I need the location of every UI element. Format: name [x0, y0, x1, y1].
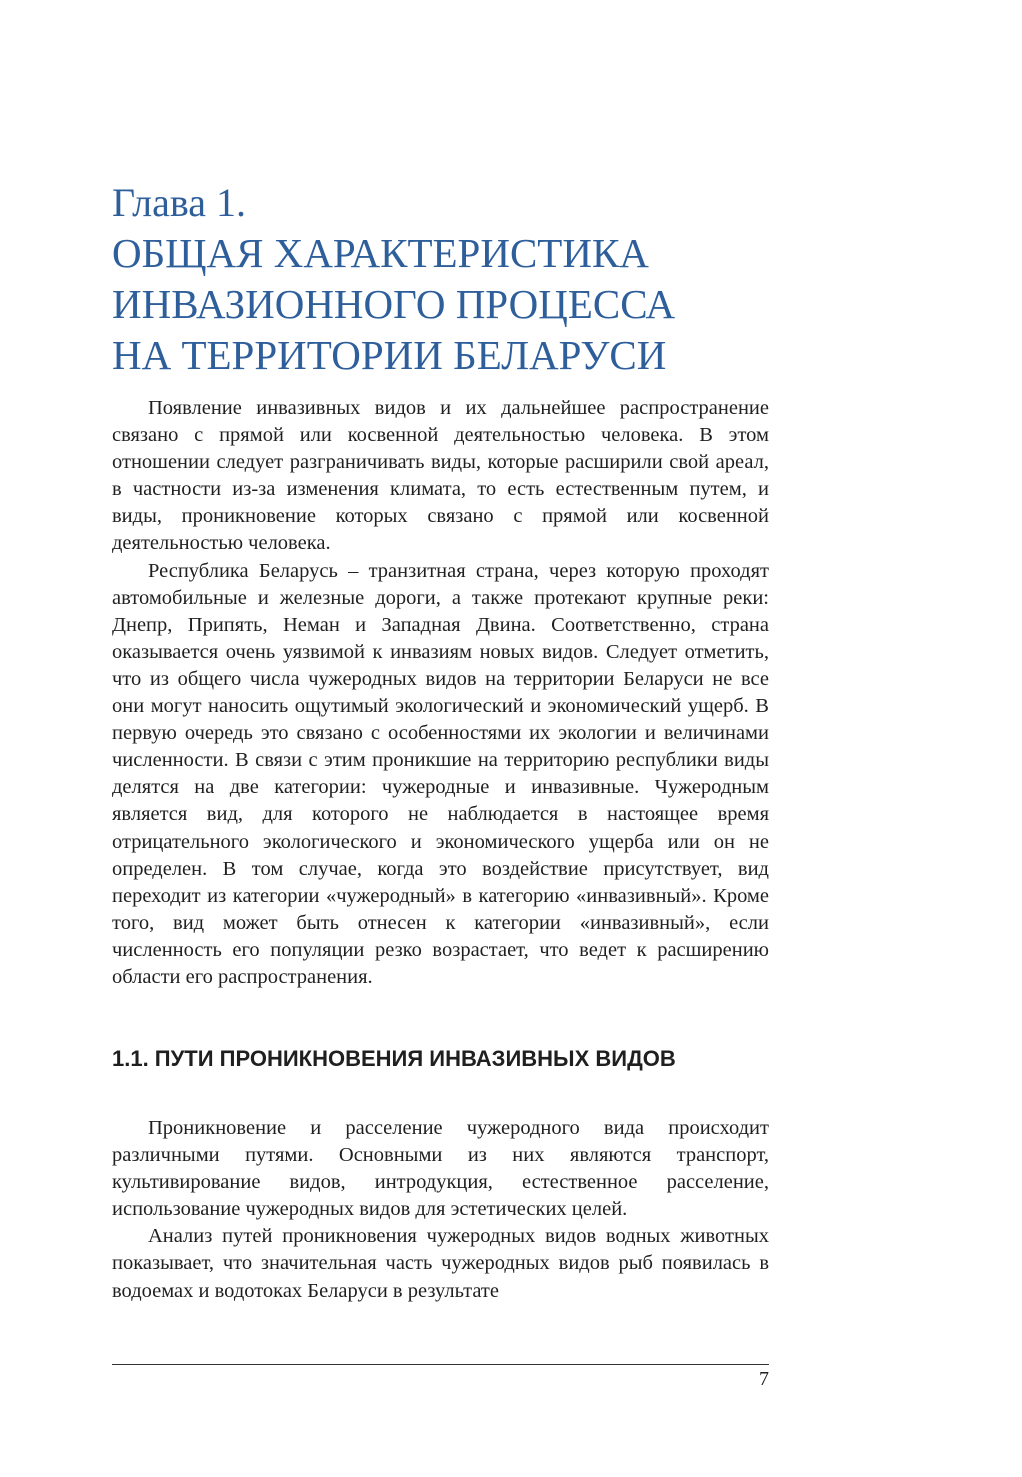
chapter-title-line: ИНВАЗИОННОГО ПРОЦЕССА [112, 281, 676, 327]
footer-divider [112, 1364, 769, 1365]
chapter-title [112, 177, 812, 381]
chapter-number: Глава 1. [112, 180, 246, 225]
body-paragraph: Появление инвазивных видов и их дальнейшее распространение связано с прямой или косвенной деятельностью человека. В этом отношении следует разграничивать виды, которые расширили свой ареал, в частности из-за изменения климата, то есть естественным путем, и виды, проникновение которых связано с прямой или косвенной деятельностью человека. [112, 397, 769, 555]
section-heading: 1.1. ПУТИ ПРОНИКНОВЕНИЯ ИНВАЗИВНЫХ ВИДОВ [112, 1046, 676, 1071]
chapter-title-line: ОБЩАЯ ХАРАКТЕРИСТИКА [112, 230, 649, 276]
body-paragraph: Проникновение и расселение чужеродного вида происходит различными путями. Основными из них являются транспорт, культивирование видов, интродукция, естественное расселение, использование чужеродных видов для эстетических целей. [112, 1117, 769, 1221]
page-number: 7 [759, 1368, 769, 1390]
chapter-title-line: НА ТЕРРИТОРИИ БЕЛАРУСИ [112, 332, 667, 378]
section-text [112, 1115, 769, 1305]
body-paragraph: Республика Беларусь – транзитная страна, через которую проходят автомобильные и железные дороги, а также протекают крупные реки: Днепр, Припять, Неман и Западная Двина. Соответственно, страна оказывается очень уязвимой к инвазиям новых видов. Следует отметить, что из общего числа чужеродных видов на территории Беларуси не все они могут наносить ощутимый экологический и экономический ущерб. В первую очередь это связано с особенностями их экологии и величинами численности. В связи с этим проникшие на территорию республики виды делятся на две категории: чужеродные и инвазивные. Чужеродным является вид, для которого не наблюдается в настоящее время отрицательного экологического и экономического ущерба или он не определен. В том случае, когда это воздействие присутствует, вид переходит из категории «чужеродный» в категорию «инвазивный». Кроме того, вид может быть отнесен к категории «инвазивный», если численность его популяции резко возрастает, что ведет к расширению области его распространения. [112, 559, 769, 988]
body-paragraph: Анализ путей проникновения чужеродных видов водных животных показывает, что значительная часть чужеродных видов рыб появилась в водоемах и водотоках Беларуси в результате [112, 1225, 769, 1302]
chapter-intro-text [112, 395, 769, 991]
